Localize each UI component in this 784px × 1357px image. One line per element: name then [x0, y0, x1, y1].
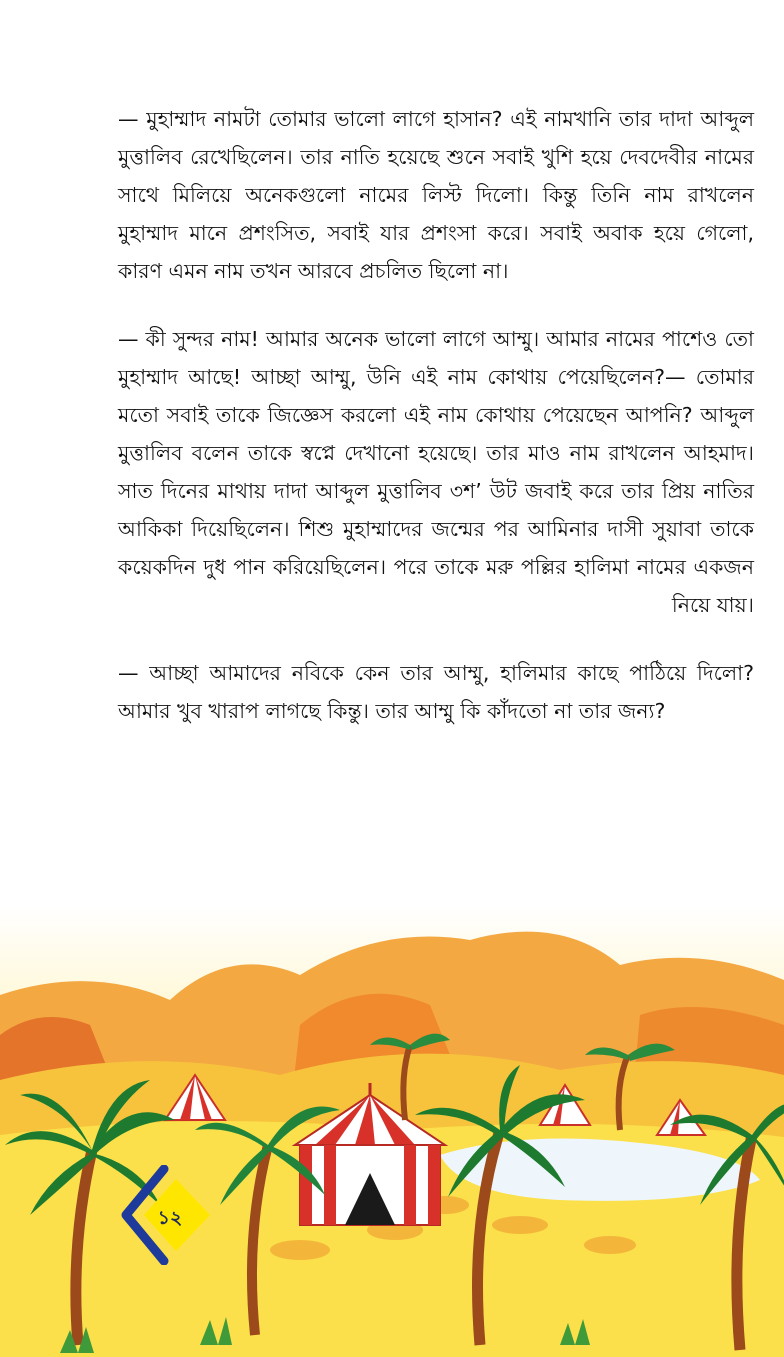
desert-oasis-illustration	[0, 905, 784, 1357]
stone	[492, 1216, 548, 1234]
paragraph-2: — কী সুন্দর নাম! আমার অনেক ভালো লাগে আম্মু। আমার নামের পাশেও তো মুহাম্মাদ আছে! আচ্ছা আম্মু, উনি এই নাম কোথায় পেয়েছিলেন?— তোমার মতো সবাই তাকে জিজ্ঞেস করলো এই নাম কোথায় পেয়েছেন আপনি? আব্দুল মুত্তালিব বলেন তাকে স্বপ্নে দেখানো হয়েছে। তার মাও নাম রাখলেন আহমাদ। সাত দিনের মাথায় দাদা আব্দুল মুত্তালিব ৩শ’ উট জবাই করে তার প্রিয় নাতির আকিকা দিয়েছিলেন। শিশু মুহাম্মাদের জন্মের পর আমিনার দাসী সুয়াবা তাকে কয়েকদিন দুধ পান করিয়েছিলেন। পরে তাকে মরু পল্লির হালিমা নামের একজন নিয়ে যায়।	[118, 327, 754, 617]
stone	[270, 1240, 330, 1260]
paragraph-3: — আচ্ছা আমাদের নবিকে কেন তার আম্মু, হালিমার কাছে পাঠিয়ে দিলো? আমার খুব খারাপ লাগছে কিন্তু। তার আম্মু কি কাঁদতো না তার জন্য?	[118, 661, 754, 723]
story-text	[118, 100, 754, 760]
page-number: ১২	[157, 1207, 183, 1229]
paragraph-1: — মুহাম্মাদ নামটা তোমার ভালো লাগে হাসান? এই নামখানি তার দাদা আব্দুল মুত্তালিব রেখেছিলেন। তার নাতি হয়েছে শুনে সবাই খুশি হয়ে দেবদেবীর নামের সাথে মিলিয়ে অনেকগুলো নামের লিস্ট দিলো। কিন্তু তিনি নাম রাখলেন মুহাম্মাদ মানে প্রশংসিত, সবাই যার প্রশংসা করে। সবাই অবাক হয়ে গেলো, কারণ এমন নাম তখন আরবে প্রচলিত ছিলো না।	[118, 107, 754, 283]
stone	[584, 1236, 636, 1254]
